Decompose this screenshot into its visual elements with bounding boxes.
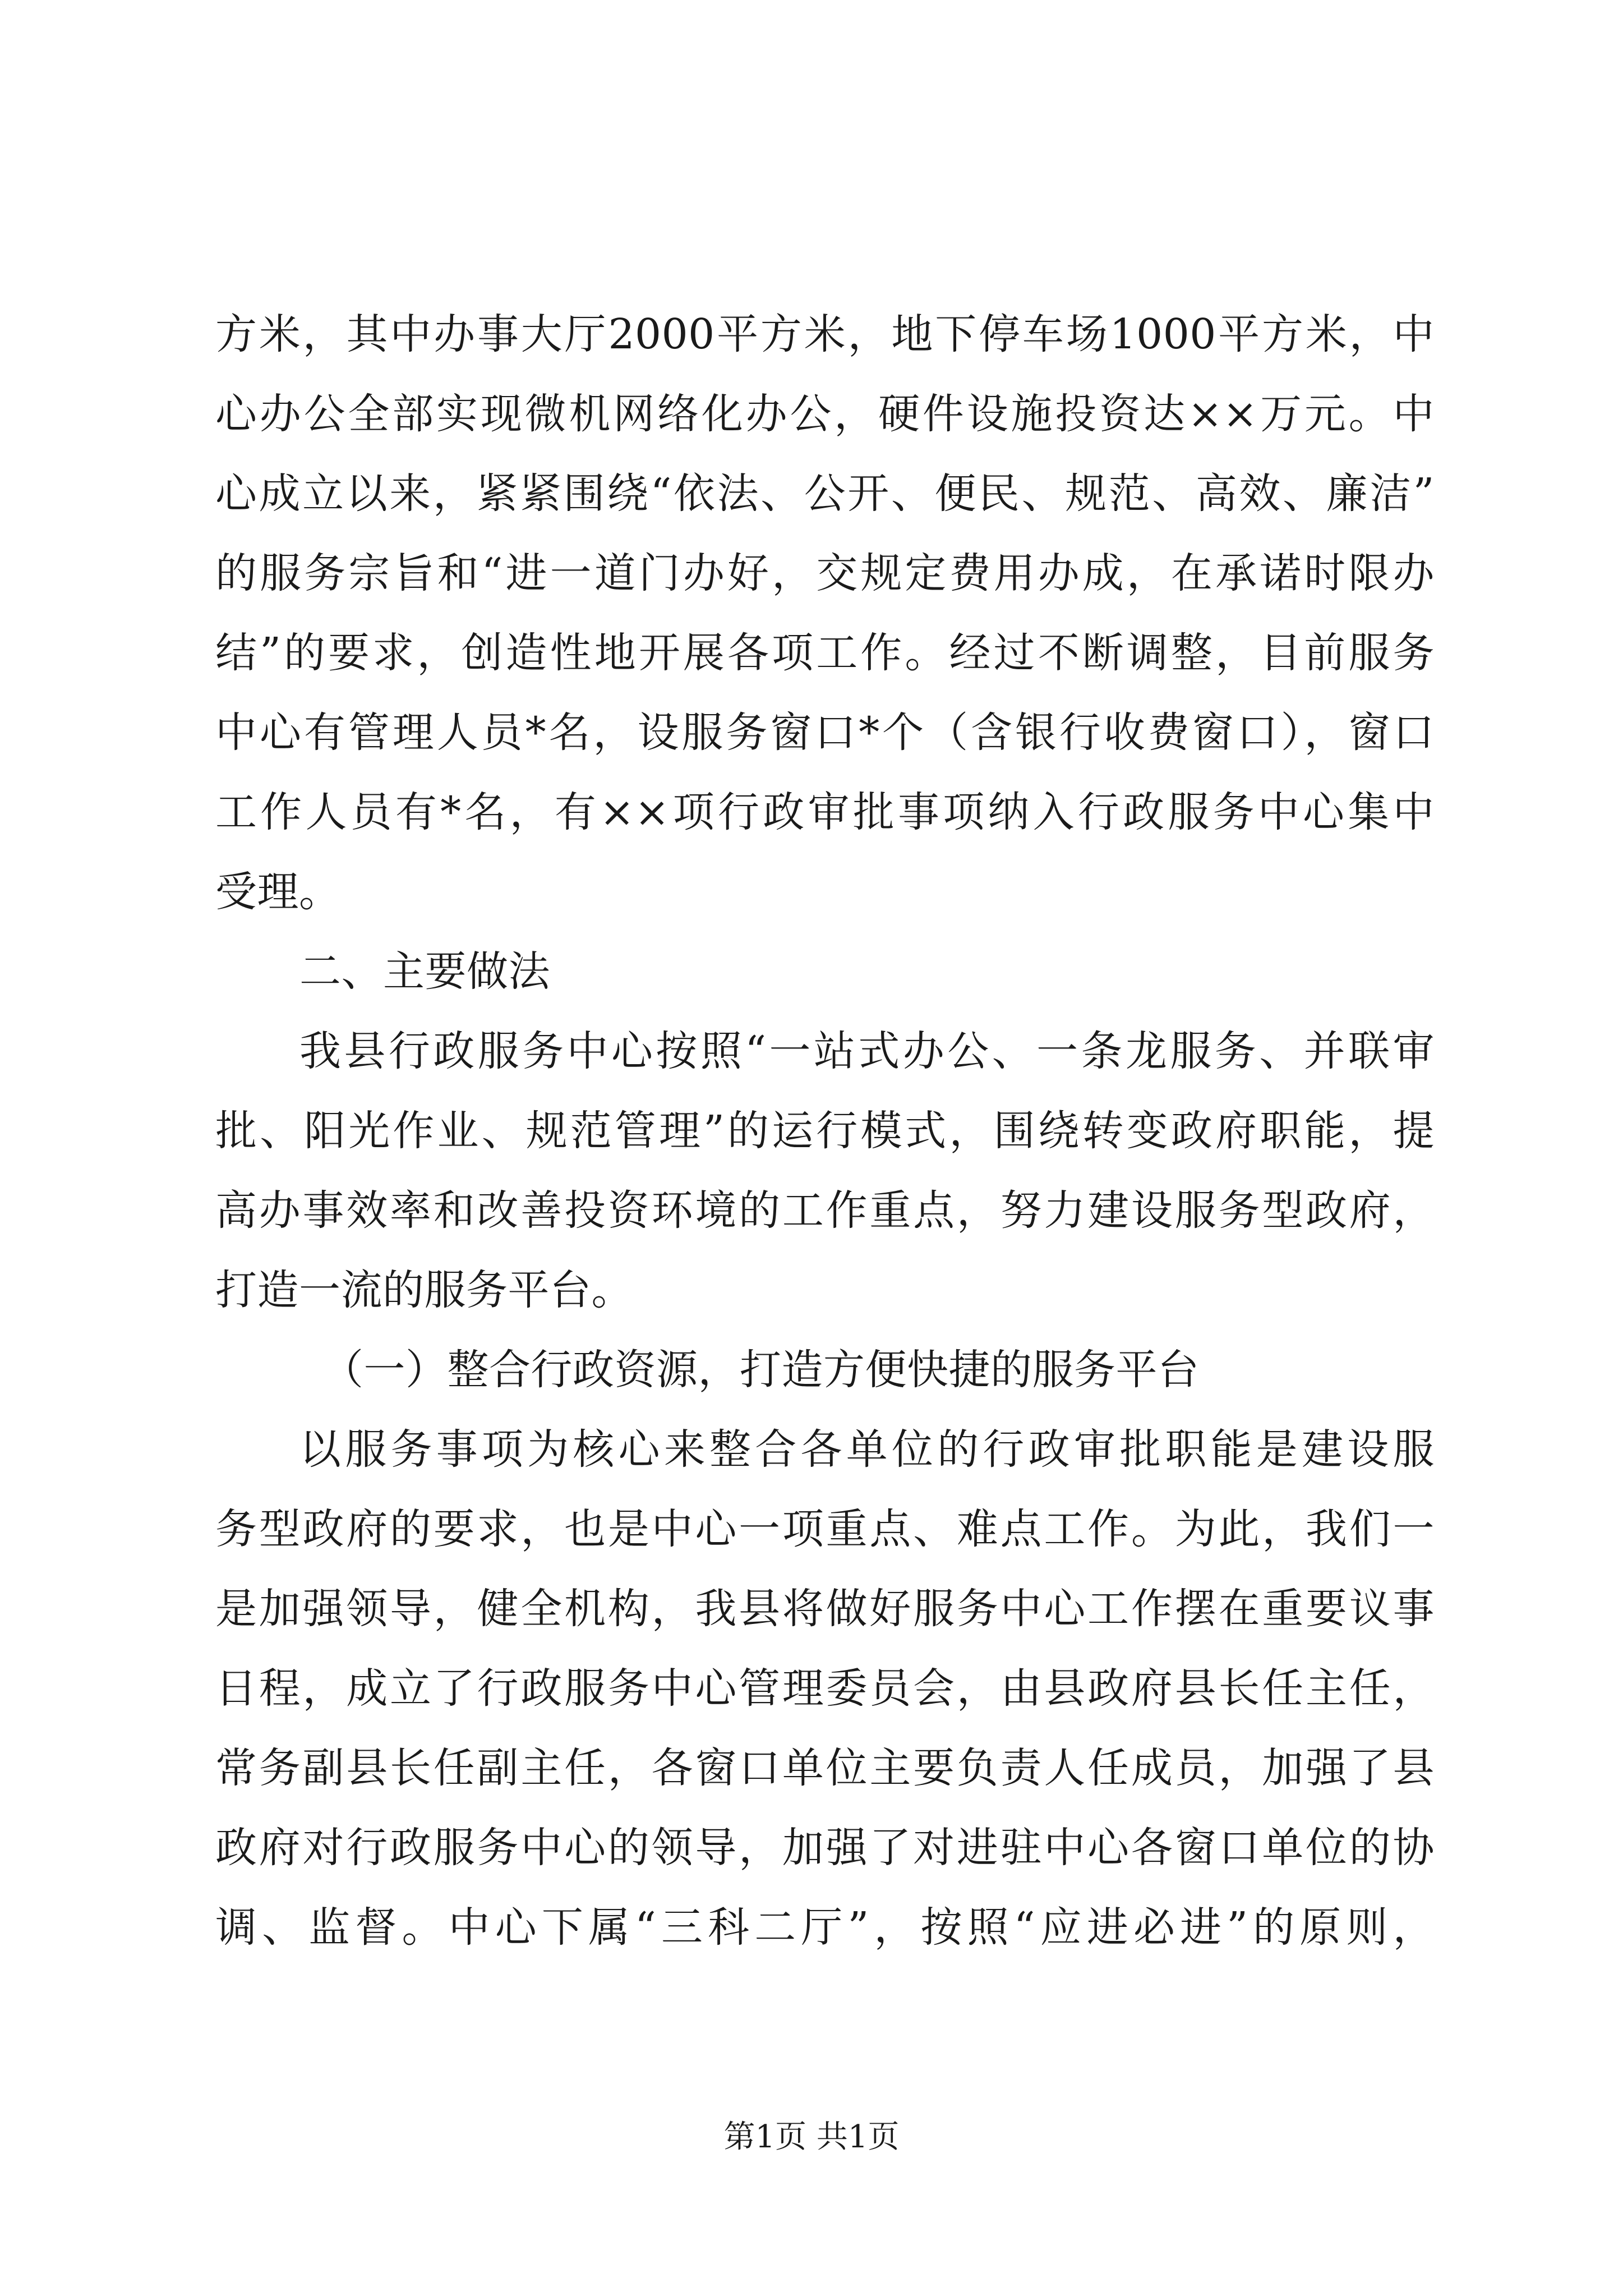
text-line: 方米，其中办事大厅2000平方米，地下停车场1000平方米，中	[215, 310, 1435, 358]
text-line: 心办公全部实现微机网络化办公，硬件设施投资达××万元。中	[215, 390, 1435, 438]
text-line: 我县行政服务中心按照“一站式办公、一条龙服务、并联审	[299, 1027, 1435, 1075]
text-line: 心成立以来，紧紧围绕“依法、公开、便民、规范、高效、廉洁”	[215, 470, 1435, 518]
text-line: 高办事效率和改善投资环境的工作重点，努力建设服务型政府，	[215, 1186, 1435, 1235]
section-heading: 二、主要做法	[299, 947, 550, 996]
text-line: 的服务宗旨和“进一道门办好，交规定费用办成，在承诺时限办	[215, 549, 1435, 597]
text-line: 政府对行政服务中心的领导，加强了对进驻中心各窗口单位的协	[215, 1824, 1435, 1872]
text-line: 工作人员有*名，有××项行政审批事项纳入行政服务中心集中	[215, 788, 1435, 836]
text-line: 批、阳光作业、规范管理”的运行模式，围绕转变政府职能，提	[215, 1107, 1435, 1155]
page-footer	[0, 2115, 1623, 2160]
text-line: 务型政府的要求，也是中心一项重点、难点工作。为此，我们一	[215, 1505, 1435, 1553]
text-line: 调、监督。中心下属“三科二厅”，按照“应进必进”的原则，	[215, 1903, 1435, 1952]
text-line: 常务副县长任副主任，各窗口单位主要负责人任成员，加强了县	[215, 1744, 1435, 1792]
text-line: 中心有管理人员*名，设服务窗口*个（含银行收费窗口），窗口	[215, 708, 1435, 757]
text-line: 受理。	[215, 868, 341, 916]
text-line: 日程，成立了行政服务中心管理委员会，由县政府县长任主任，	[215, 1664, 1435, 1713]
text-line: 打造一流的服务平台。	[215, 1266, 633, 1314]
document-body	[215, 295, 1435, 1967]
text-line: 以服务事项为核心来整合各单位的行政审批职能是建设服	[299, 1425, 1435, 1474]
text-line: 结”的要求，创造性地开展各项工作。经过不断调整，目前服务	[215, 629, 1435, 677]
subsection-heading: （一）整合行政资源，打造方便快捷的服务平台	[322, 1346, 1200, 1394]
text-line: 是加强领导，健全机构，我县将做好服务中心工作摆在重要议事	[215, 1585, 1435, 1633]
page-number: 第1页 共1页	[723, 2119, 900, 2155]
